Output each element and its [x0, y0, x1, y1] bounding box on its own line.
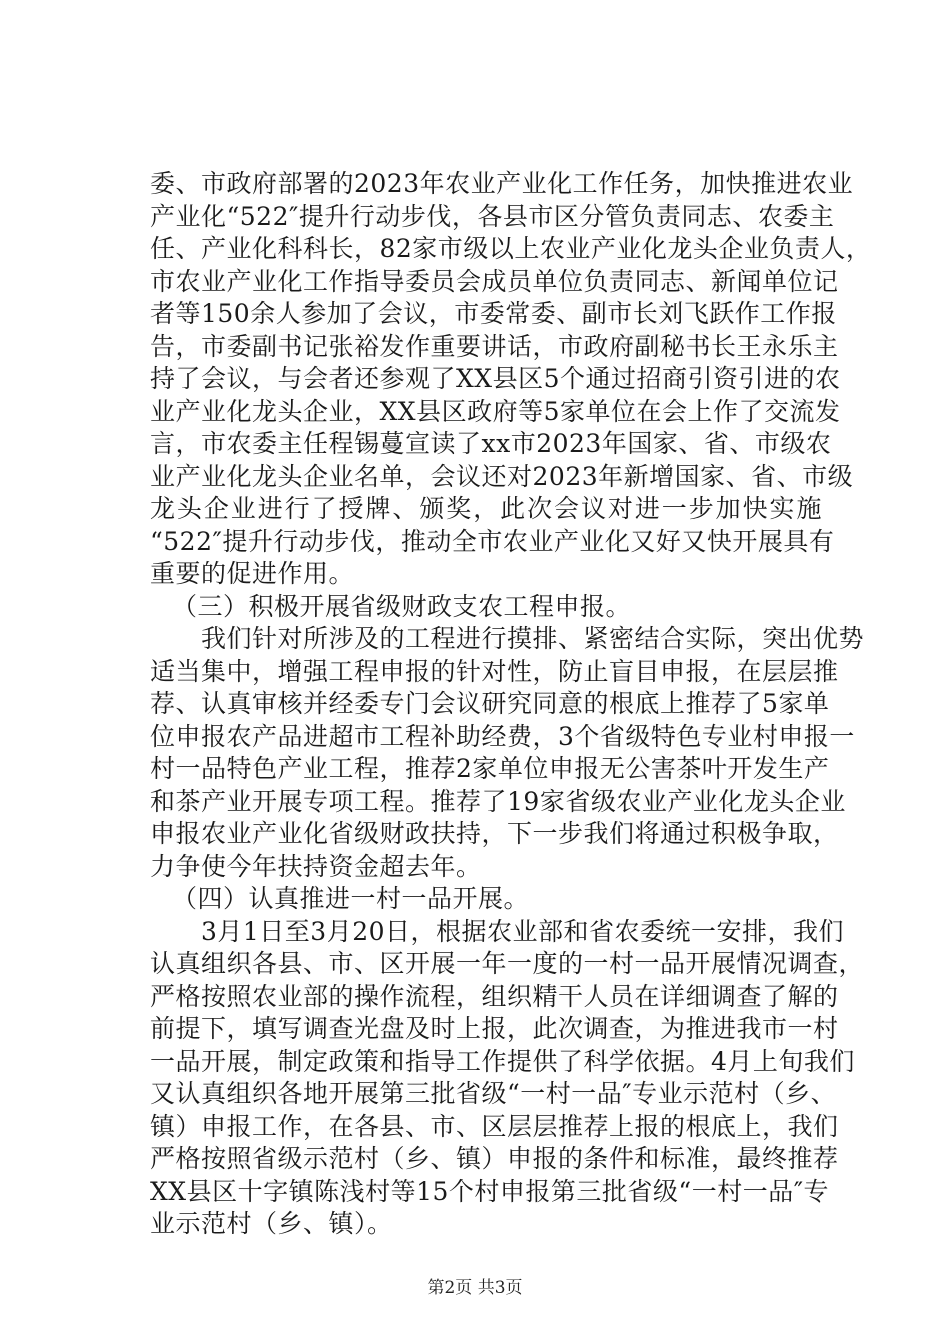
text-line: 申报农业产业化省级财政扶持，下一步我们将通过积极争取， — [150, 819, 839, 848]
text-line: 持了会议，与会者还参观了XX县区5个通过招商引资引进的农 — [150, 364, 841, 393]
text-line: 适当集中，增强工程申报的针对性，防止盲目申报，在层层推 — [150, 656, 839, 686]
text-line: 业示范村（乡、镇）。 — [150, 1209, 393, 1238]
text-line: 重要的促进作用。 — [150, 559, 355, 588]
text-line: 镇）申报工作，在各县、市、区层层推荐上报的根底上，我们 — [150, 1111, 839, 1141]
text-line: XX县区十字镇陈浅村等15个村申报第三批省级“一村一品″专 — [150, 1176, 830, 1206]
text-line: 一品开展，制定政策和指导工作提供了科学依据。4月上旬我们 — [150, 1046, 855, 1076]
text-line: 又认真组织各地开展第三批省级“一村一品″专业示范村（乡、 — [150, 1079, 837, 1108]
text-line: 龙头企业进行了授牌、颁奖，此次会议对进一步加快实施 — [150, 494, 822, 523]
text-line: 荐、认真审核并经委专门会议研究同意的根底上推荐了5家单 — [150, 689, 830, 718]
text-line: 位申报农产品进超市工程补助经费，3个省级特色专业村申报一 — [150, 721, 855, 751]
text-line: 业产业化龙头企业名单，会议还对2023年新增国家、省、市级 — [150, 461, 854, 491]
text-line: 市农业产业化工作指导委员会成员单位负责同志、新闻单位记 — [150, 266, 839, 296]
section-heading-4: （四）认真推进一村一品开展。 — [172, 884, 530, 913]
text-line: 产业化“522″提升行动步伐，各县市区分管负责同志、农委主 — [150, 201, 835, 231]
text-line: “522″提升行动步伐，推动全市农业产业化又好又快开展具有 — [150, 526, 835, 556]
section-heading-3: （三）积极开展省级财政支农工程申报。 — [172, 591, 632, 621]
text-line: 力争使今年扶持资金超去年。 — [150, 851, 482, 881]
text-line: 认真组织各县、市、区开展一年一度的一村一品开展情况调查， — [150, 949, 865, 978]
text-line: 任、产业化科科长，82家市级以上农业产业化龙头企业负责人， — [150, 234, 872, 263]
text-line: 3月1日至3月20日，根据农业部和省农委统一安排，我们 — [150, 916, 845, 946]
text-line: 村一品特色产业工程，推荐2家单位申报无公害茶叶开发生产 — [150, 754, 830, 783]
text-line: 委、市政府部署的2023年农业产业化工作任务，加快推进农业 — [150, 169, 854, 198]
text-line: 者等150余人参加了会议，市委常委、副市长刘飞跃作工作报 — [150, 299, 837, 328]
paragraph-2 — [150, 623, 865, 883]
page-number-footer: 第2页 共3页 — [427, 1278, 523, 1298]
text-line: 业产业化龙头企业，XX县区政府等5家单位在会上作了交流发 — [150, 396, 841, 426]
paragraph-3 — [150, 916, 865, 1241]
text-line: 严格按照农业部的操作流程，组织精干人员在详细调查了解的 — [150, 981, 839, 1011]
text-line: 前提下，填写调查光盘及时上报，此次调查，为推进我市一村 — [150, 1014, 839, 1043]
text-line: 和茶产业开展专项工程。推荐了19家省级农业产业化龙头企业 — [150, 786, 846, 816]
document-page — [150, 168, 872, 1241]
text-line: 我们针对所涉及的工程进行摸排、紧密结合实际，突出优势 — [150, 624, 865, 653]
paragraph-1 — [150, 168, 872, 591]
text-line: 严格按照省级示范村（乡、镇）申报的条件和标准，最终推荐 — [150, 1144, 839, 1173]
text-line: 告，市委副书记张裕发作重要讲话，市政府副秘书长王永乐主 — [150, 331, 839, 361]
text-line: 言，市农委主任程锡蔓宣读了xx市2023年国家、省、市级农 — [150, 429, 832, 458]
